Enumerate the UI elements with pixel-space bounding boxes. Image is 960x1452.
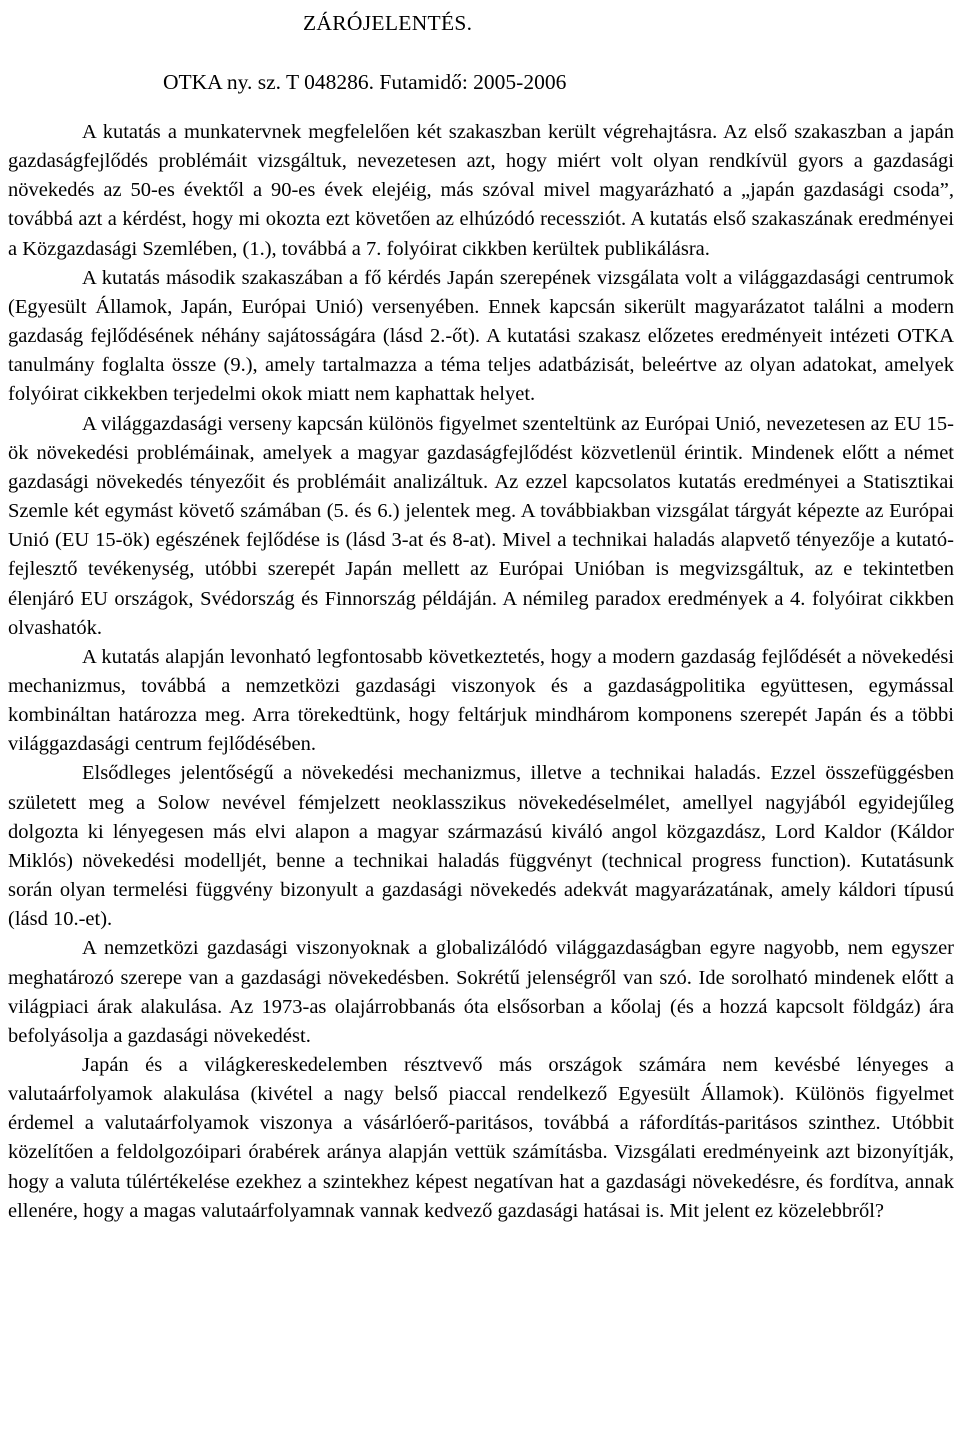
paragraph-research-phases: A kutatás a munkatervnek megfelelően két szakaszban került végrehajtásra. Az első szakaszban a japán gazdaságfejlődés problémáit vizsgáltuk, nevezetesen azt, hogy miért volt olyan rendkívül gyors a gazdasági növekedés az 50-es évektől a 90-es évek elejéig, más szóval mivel magyarázható a „japán gazdasági csoda”, továbbá azt a kérdést, hogy mi okozta ezt követően az elhúzódó recessziót. A kutatás első szakaszának eredményei a Közgazdasági Szemlében, (1.), továbbá a 7. folyóirat cikkben kerültek publikálásra. bbox=[8, 121, 954, 260]
paragraph-growth-mechanism: Elsődleges jelentőségű a növekedési mechanizmus, illetve a technikai haladás. Ezzel összefüggésben született meg a Solow nevével fémjelzett neoklasszikus növekedéselmélet, amellyel nagyjából egyidejűleg dolgozta ki lényegesen más elvi alapon a magyar származású kiváló angol közgazdász, Lord Kaldor (Káldor Miklós) növekedési modelljét, benne a technikai haladás függvényt (technical progress function). Kutatásunk során olyan termelési függvény bizonyult a gazdasági növekedés adekvát magyarázatának, amely káldori típusú (lásd 10.-et). bbox=[8, 762, 954, 931]
paragraph-exchange-rates: Japán és a világkereskedelemben résztvevő más országok számára nem kevésbé lényeges a valutaárfolyamok alakulása (kivétel a nagy belső piaccal rendelkező Egyesült Államok). Különös figyelmet érdemel a valutaárfolyamok viszonya a vásárlóerő-paritásos, továbbá a ráfordítás-paritásos szinthez. Utóbbit közelítően a feldolgozóipari órabérek aránya alapján vettük számításba. Vizsgálati eredményeink azt bizonyítják, hogy a valuta túlértékelése ezekhez a szintekhez képest negatívan hat a gazdasági növekedésre, és fordítva, annak ellenére, hogy a magas valutaárfolyamnak vannak kedvező gazdasági hatásai is. Mit jelent ez közelebbről? bbox=[8, 1054, 954, 1222]
project-info-line: OTKA ny. sz. T 048286. Futamidő: 2005-2006 bbox=[163, 70, 567, 94]
report-title: ZÁRÓJELENTÉS. bbox=[303, 11, 473, 35]
report-page bbox=[8, 0, 954, 1226]
paragraph-main-conclusion: A kutatás alapján levonható legfontosabb következtetés, hogy a modern gazdaság fejlődését a növekedési mechanizmus, továbbá a nemzetközi gazdasági viszonyok és a gazdaságpolitika együttesen, egymással kombináltan határozza meg. Arra törekedtünk, hogy feltárjuk mindhárom komponens szerepét Japán és a többi világgazdasági centrum fejlődésében. bbox=[8, 645, 954, 756]
report-body bbox=[8, 118, 954, 1226]
paragraph-eu-competition: A világgazdasági verseny kapcsán különös figyelmet szenteltünk az Európai Unió, nevezetesen az EU 15-ök növekedési problémáinak, amelyek a magyar gazdaságfejlődést közvetlenül érintik. Mindenek előtt a német gazdasági növekedés tényezőit és problémáit analizáltuk. Az ezzel kapcsolatos kutatás eredményei a Statisztikai Szemle két egymást követő számában (5. és 6.) jelentek meg. A továbbiakban vizsgálat tárgyát képezte az Európai Unió (EU 15-ök) egészének fejlődése is (lásd 3-at és 8-at). Mivel a technikai haladás alapvető tényezője a kutató-fejlesztő tevékenység, utóbbi szerepét Japán mellett az Európai Unióban is megvizsgáltuk, az e tekintetben élenjáró EU országok, Svédország és Finnország példáján. A némileg paradox eredmények a 4. folyóirat cikkben olvashatók. bbox=[8, 412, 954, 639]
paragraph-second-phase: A kutatás második szakaszában a fő kérdés Japán szerepének vizsgálata volt a világgazdasági centrumok (Egyesült Államok, Japán, Európai Unió) versenyében. Ennek kapcsán sikerült magyarázatot találni a modern gazdaság fejlődésének néhány sajátosságára (lásd 2.-őt). A kutatási szakasz előzetes eredményeit intézeti OTKA tanulmány foglalta össze (9.), amely tartalmazza a téma teljes adatbázisát, beleértve az olyan adatokat, amelyek folyóirat cikkekben terjedelmi okok miatt nem kaphattak helyet. bbox=[8, 266, 954, 406]
paragraph-international-relations: A nemzetközi gazdasági viszonyoknak a globalizálódó világgazdaságban egyre nagyobb, nem egyszer meghatározó szerepe van a gazdasági növekedésben. Sokrétű jelenségről van szó. Ide sorolható mindenek előtt a világpiaci árak alakulása. Az 1973-as olajárrobbanás óta elsősorban a kőolaj (és a hozzá kapcsolt földgáz) ára befolyásolja a gazdasági növekedést. bbox=[8, 937, 954, 1047]
